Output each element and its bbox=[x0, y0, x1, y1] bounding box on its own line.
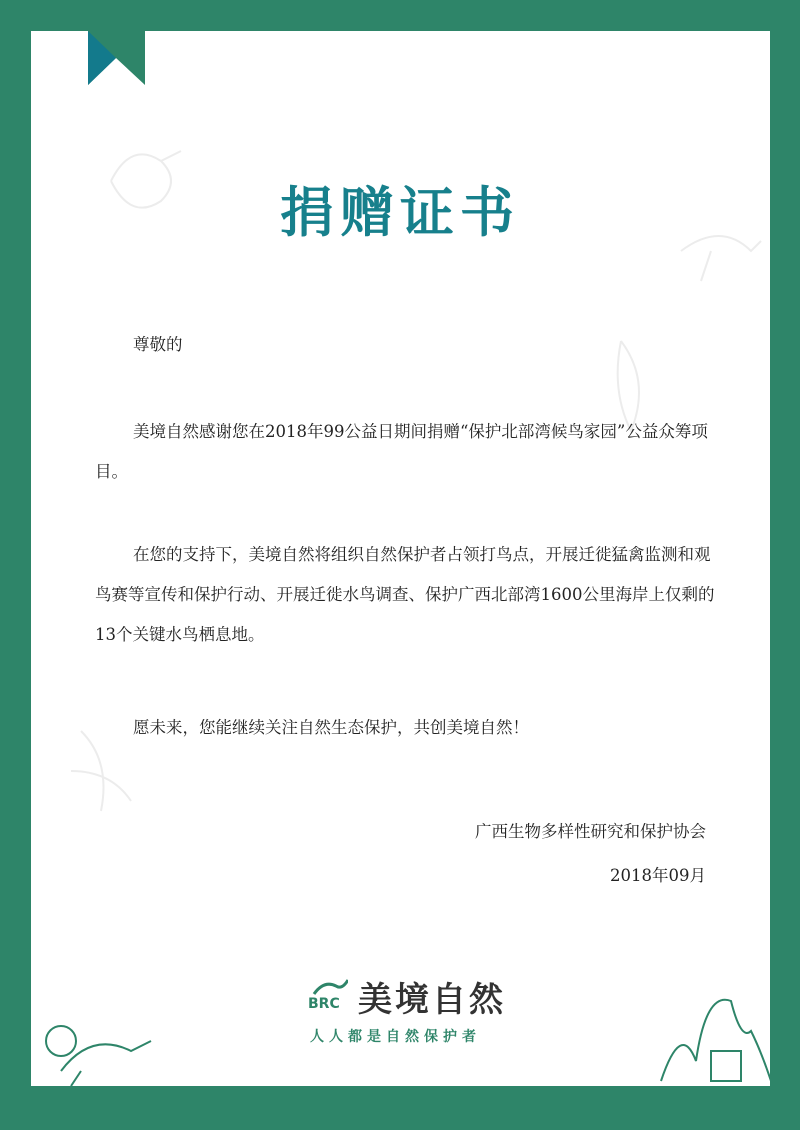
paragraph-closing: 愿未来，您能继续关注自然生态保护，共创美境自然！ bbox=[133, 718, 529, 737]
logo-slogan: 人人都是自然保护者 bbox=[310, 1029, 481, 1045]
paragraph-support: 在您的支持下，美境自然将组织自然保护者占领打鸟点，开展迁徙猛禽监测和观鸟赛等宣传和保护行动、开展迁徙水鸟调查、保护广西北部湾1600公里海岸上仅剩的13个关键水鸟栖息地。 bbox=[95, 545, 715, 644]
certificate-title: 捐赠证书 bbox=[280, 181, 520, 244]
mountain-illustration-icon bbox=[651, 991, 770, 1086]
issue-date: 2018年09月 bbox=[610, 866, 706, 885]
lizard-logo-icon bbox=[312, 976, 348, 998]
logo-name: 美境自然 bbox=[358, 980, 506, 1020]
bird-illustration-icon bbox=[41, 1011, 181, 1086]
logo-abbr: BRC bbox=[308, 996, 340, 1012]
salutation: 尊敬的 bbox=[133, 335, 183, 354]
issuer-name: 广西生物多样性研究和保护协会 bbox=[475, 822, 706, 841]
paragraph-thanks: 美境自然感谢您在2018年99公益日期间捐赠“保护北部湾候鸟家园”公益众筹项目。 bbox=[95, 422, 708, 481]
corner-ribbon-icon bbox=[88, 31, 146, 86]
